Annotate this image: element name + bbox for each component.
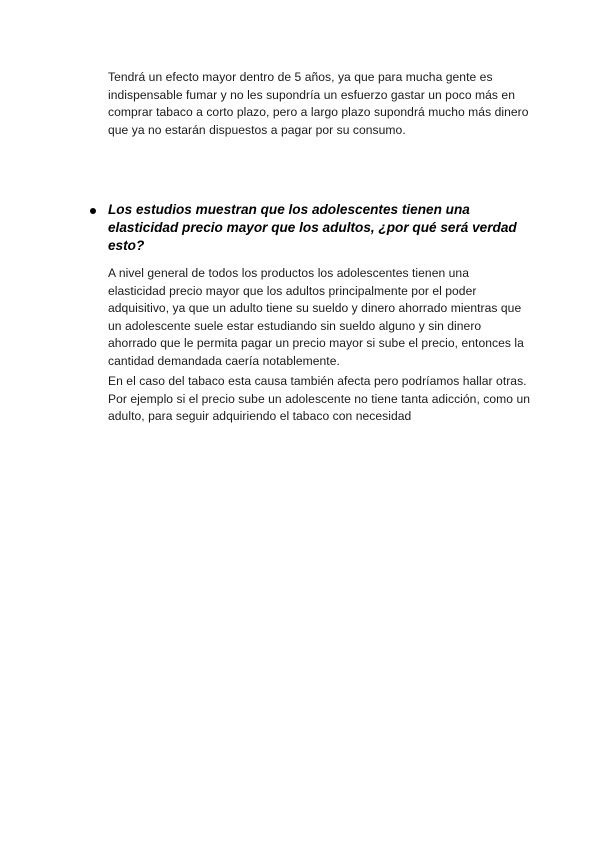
text-line: Tendrá un efecto mayor dentro de 5 años, ya que para mucha gente es xyxy=(108,70,493,84)
text-line: adquisitivo, ya que un adulto tiene su sueldo y dinero ahorrado mientras que xyxy=(108,301,522,315)
text-line: comprar tabaco a corto plazo, pero a largo plazo supondrá mucho más dinero xyxy=(108,105,529,119)
answer-paragraph-3 xyxy=(108,373,538,426)
text-line: Por ejemplo si el precio sube un adolescente no tiene tanta adicción, como un xyxy=(108,391,531,406)
bullet-icon xyxy=(90,208,96,214)
text-line: A nivel general de todos los productos los adolescentes tienen una xyxy=(108,266,469,280)
question-line: esto? xyxy=(108,238,145,253)
text-line: un adolescente suele estar estudiando sin sueldo alguno y sin dinero xyxy=(108,318,482,333)
text-line: En el caso del tabaco esta causa también afecta pero podríamos hallar otras. xyxy=(108,374,527,388)
text-line: adulto, para seguir adquiriendo el tabaco con necesidad xyxy=(108,409,412,423)
answer-paragraph-2 xyxy=(108,265,538,370)
text-line: cantidad demandada caería notablemente. xyxy=(108,353,340,368)
question-heading xyxy=(108,201,518,255)
text-line: ahorrado que le permita pagar un precio mayor si sube el precio, entonces la xyxy=(108,336,524,350)
question-line: elasticidad precio mayor que los adultos, ¿por qué será verdad xyxy=(108,220,517,235)
text-line: indispensable fumar y no les supondría un esfuerzo gastar un poco más en xyxy=(108,87,515,102)
text-line: elasticidad precio mayor que los adultos principalmente por el poder xyxy=(108,283,477,298)
answer-paragraph-1 xyxy=(108,69,538,139)
question-line: Los estudios muestran que los adolescentes tienen una xyxy=(108,202,470,217)
text-line: que ya no estarán dispuestos a pagar por su consumo. xyxy=(108,122,406,137)
